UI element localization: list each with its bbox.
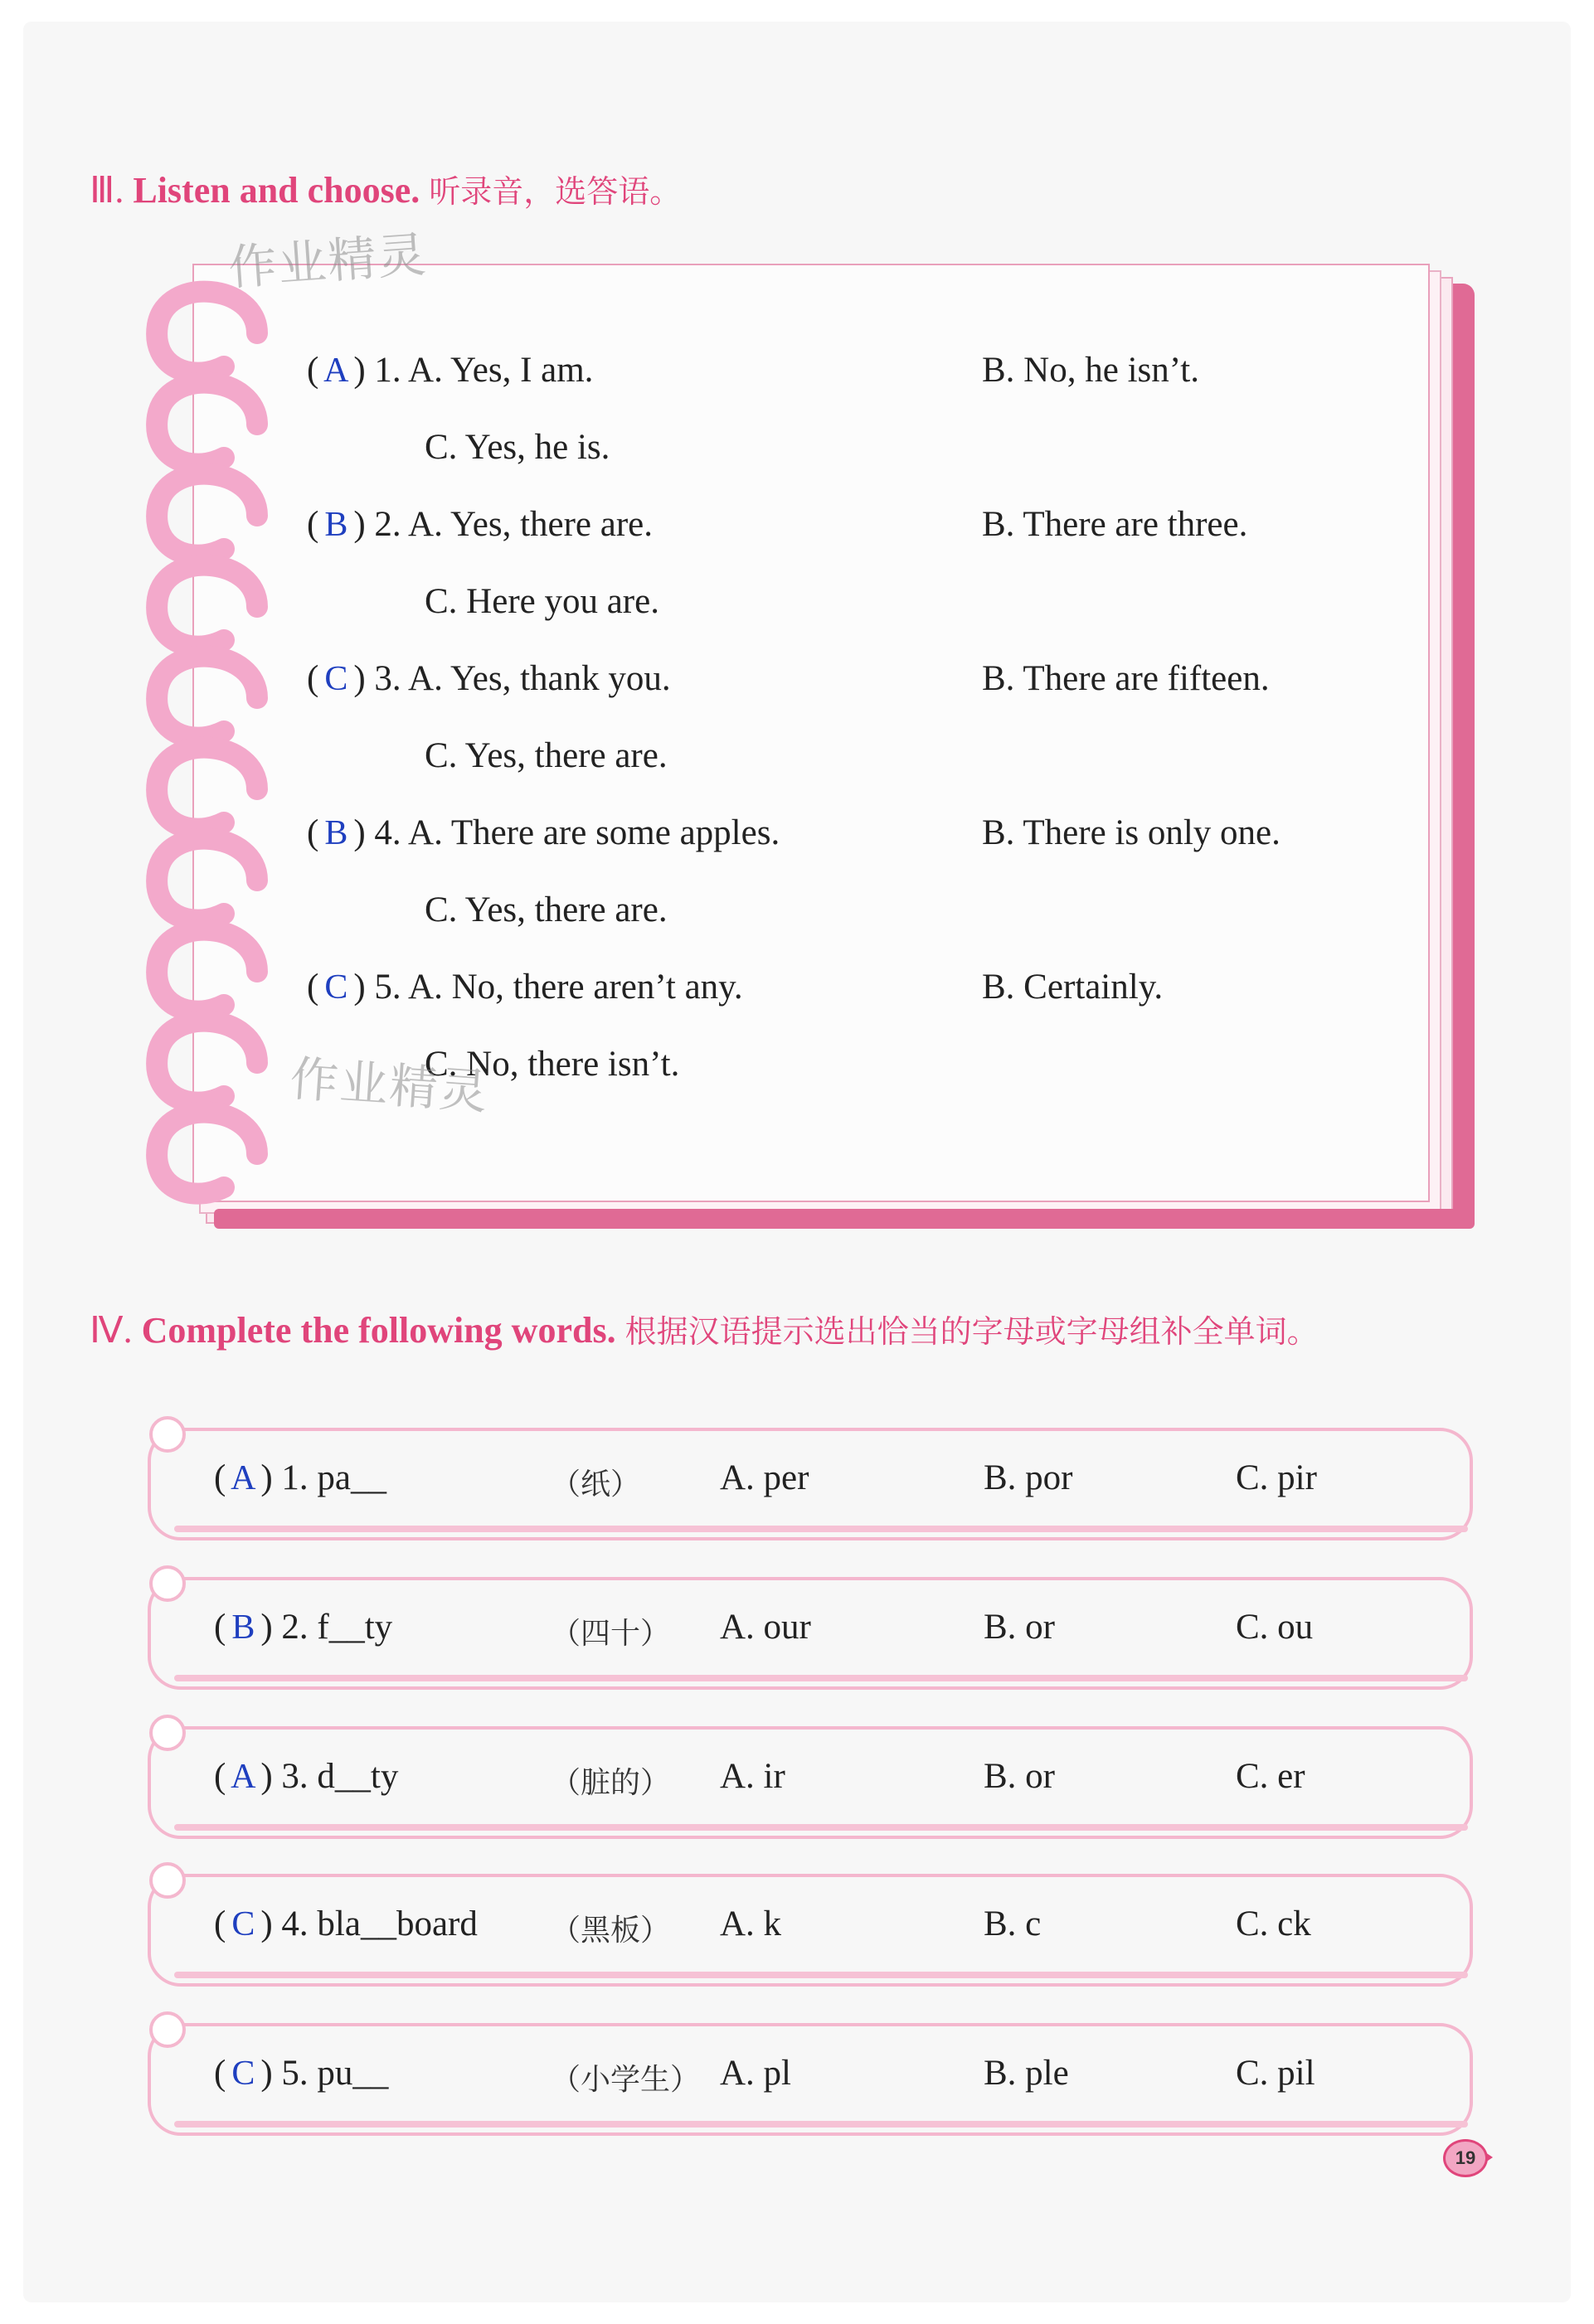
option-a: A. ir — [720, 1757, 785, 1796]
word-question-1: ( A ) 1. pa__ — [214, 1458, 386, 1497]
word-blank: 1. pa__ — [281, 1458, 386, 1497]
row-bullet — [149, 1416, 186, 1453]
section4-title-en: Complete the following words. — [141, 1310, 616, 1351]
word-blank: 4. bla__board — [281, 1904, 478, 1943]
word-blank: 2. f__ty — [281, 1608, 393, 1647]
answer-mark: C — [231, 1905, 255, 1943]
page-number: 19 — [1443, 2139, 1488, 2177]
word-blank: 5. pu__ — [281, 2054, 389, 2093]
listen-question-4: ( B ) 4. A. There are some apples. — [307, 813, 780, 852]
listen-question-2: ( B ) 2. A. Yes, there are. — [307, 505, 653, 544]
question-number: 1. — [374, 351, 401, 390]
row-bullet — [149, 1565, 186, 1602]
option-c: C. pir — [1236, 1458, 1317, 1497]
option-c: C. ck — [1236, 1904, 1311, 1943]
chinese-hint: （脏的） — [551, 1766, 671, 1800]
section4-title — [90, 1306, 1319, 1351]
row-underline — [174, 1526, 1468, 1532]
option-b: B. or — [984, 1757, 1055, 1796]
answer-mark: C — [324, 968, 348, 1007]
answer-mark: B — [231, 1608, 255, 1647]
option-c: C. Yes, there are. — [425, 890, 668, 929]
option-c: C. ou — [1236, 1608, 1314, 1647]
option-c: C. er — [1236, 1757, 1305, 1796]
row-bullet — [149, 1862, 186, 1899]
option-c: C. Yes, there are. — [425, 736, 668, 775]
option-a: A. k — [720, 1904, 782, 1943]
option-b: B. There is only one. — [982, 813, 1281, 852]
section3-title — [90, 166, 681, 211]
notebook-spiral-rings — [133, 267, 290, 1220]
option-c: C. Here you are. — [425, 582, 659, 621]
section3-title-cn: 听录音，选答语。 — [429, 173, 682, 210]
question-number: 3. — [374, 659, 401, 698]
row-bullet — [149, 2011, 186, 2048]
option-a: A. Yes, there are. — [408, 505, 653, 544]
section3-number: Ⅲ. — [90, 170, 124, 211]
notebook-bottom-edge — [214, 1209, 1475, 1229]
chinese-hint: （四十） — [551, 1617, 671, 1651]
word-question-2: ( B ) 2. f__ty — [214, 1608, 393, 1647]
question-number: 2. — [374, 505, 401, 544]
row-underline — [174, 1824, 1468, 1831]
option-b: B. or — [984, 1608, 1055, 1647]
listen-question-1: ( A ) 1. A. Yes, I am. — [307, 351, 594, 390]
listen-question-5: ( C ) 5. A. No, there aren’t any. — [307, 968, 743, 1007]
answer-mark: C — [231, 2055, 255, 2093]
row-underline — [174, 1972, 1468, 1978]
option-b: B. ple — [984, 2054, 1069, 2093]
option-c: C. No, there isn’t. — [425, 1045, 680, 1084]
answer-mark: A — [323, 352, 349, 390]
option-b: B. There are three. — [982, 505, 1248, 544]
option-a: A. our — [720, 1608, 811, 1647]
watermark: 作业精灵 — [226, 226, 430, 297]
question-number: 5. — [374, 968, 401, 1007]
chinese-hint: （纸） — [551, 1468, 641, 1502]
row-underline — [174, 2121, 1468, 2128]
answer-mark: C — [324, 660, 348, 698]
option-b: B. c — [984, 1904, 1042, 1943]
option-a: A. Yes, thank you. — [408, 659, 671, 698]
watermark: 作业精灵 — [288, 1050, 491, 1121]
row-underline — [174, 1675, 1468, 1681]
section4-title-cn: 根据汉语提示选出恰当的字母或字母组补全单词。 — [624, 1313, 1319, 1350]
section3-title-en: Listen and choose. — [133, 170, 420, 211]
row-bullet — [149, 1715, 186, 1751]
answer-mark: A — [231, 1758, 256, 1796]
option-a: A. per — [720, 1458, 809, 1497]
chinese-hint: （黑板） — [551, 1914, 671, 1948]
question-number: 4. — [374, 813, 401, 852]
option-c: C. pil — [1236, 2054, 1315, 2093]
word-question-3: ( A ) 3. d__ty — [214, 1757, 399, 1796]
option-c: C. Yes, he is. — [425, 428, 610, 467]
option-a: A. No, there aren’t any. — [408, 968, 743, 1007]
word-question-4: ( C ) 4. bla__board — [214, 1904, 478, 1943]
chinese-hint: （小学生） — [551, 2063, 701, 2097]
word-blank: 3. d__ty — [281, 1757, 399, 1796]
option-b: B. No, he isn’t. — [982, 351, 1199, 390]
section4-number: Ⅳ. — [90, 1310, 133, 1351]
option-b: B. There are fifteen. — [982, 659, 1270, 698]
answer-mark: B — [324, 506, 348, 544]
option-b: B. por — [984, 1458, 1073, 1497]
answer-mark: A — [231, 1459, 256, 1497]
option-b: B. Certainly. — [982, 968, 1164, 1007]
option-a: A. There are some apples. — [408, 813, 780, 852]
option-a: A. pl — [720, 2054, 791, 2093]
word-question-5: ( C ) 5. pu__ — [214, 2054, 389, 2093]
option-a: A. Yes, I am. — [408, 351, 594, 390]
answer-mark: B — [324, 814, 348, 852]
listen-question-3: ( C ) 3. A. Yes, thank you. — [307, 659, 671, 698]
